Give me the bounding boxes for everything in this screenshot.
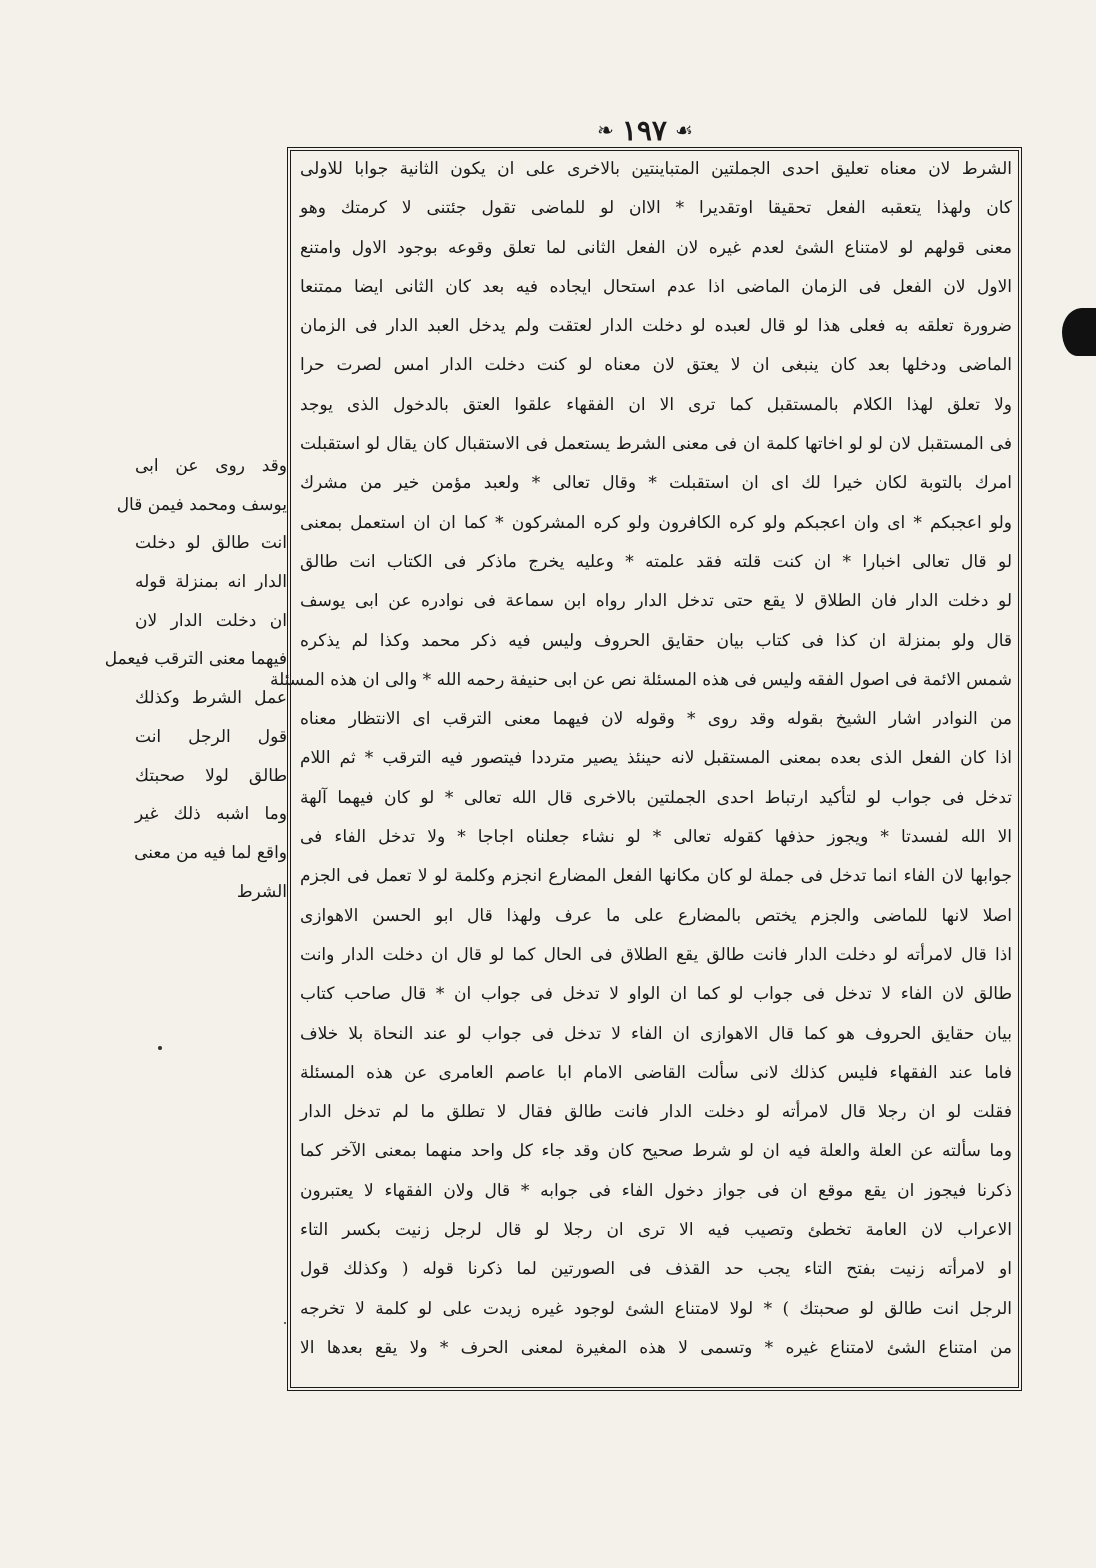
text-line: وما سألته عن العلة والعلة فيه ان لو شرط صحيح كان وقد جاء كل واحد منهما بمعنى الآخر كما	[300, 1141, 1012, 1162]
margin-note-line: قول الرجل انت	[135, 726, 287, 747]
margin-note-line: يوسف ومحمد فيمن قال	[116, 494, 287, 515]
text-line: ولا تعلق لهذا الكلام بالمستقبل كما ترى الا ان الفقهاء علقوا العتق بالدخول الذى يوجد	[300, 394, 1012, 415]
text-line: تدخل فى جواب لو لتأكيد ارتباط احدى الجملتين بالاخرى قال الله تعالى * لو كان فيهما آلهة	[300, 787, 1012, 808]
text-line: الشرط لان معناه تعليق احدى الجملتين المتباينتين بالاخرى على ان يكون الثانية جوابا للاولى	[300, 159, 1012, 179]
text-line: الرجل انت طالق لو صحبتك ) * لولا لامتناع الشئ لوجود غيره زيدت على لو كلمة لا تخرجه	[300, 1298, 1012, 1319]
text-line: ضرورة تعلقه به فعلى هذا لو قال لعبده لو دخلت الدار لعتقت ولم يدخل العبد الدار فى الزمان	[300, 316, 1012, 337]
page-header	[560, 110, 730, 150]
margin-note-line: الدار انه بمنزلة قوله	[135, 572, 287, 593]
text-line: الماضى ودخلها بعد كان ينبغى ان لا يعتق لان معناه لو كنت دخلت الدار امس لصرت حرا	[300, 355, 1012, 376]
margin-note-line: انت طالق لو دخلت	[135, 533, 287, 554]
text-line: كان ولهذا يتعقبه الفعل تحقيقا اوتقديرا * الاان لو للماضى تقول جئتنى لا كرمتك وهو	[300, 198, 1012, 219]
margin-note-line: الشرط	[236, 881, 287, 902]
text-line: اذا قال لامرأته لو دخلت الدار فانت طالق يقع الطلاق فى الحال كما لو قال ان دخلت الدار وانت	[300, 944, 1012, 965]
text-line: فى المستقبل لان لو لو اخاتها كلمة ان فى معنى الشرط يستعمل فى الاستقبال كان يقال لو استقبلت	[300, 434, 1012, 455]
ornament-right-icon: ☙	[674, 118, 693, 142]
text-line: ذكرنا فيجوز ان يقع موقع ان فى جواز دخول الفاء فى جوابه * قال ولان الفقهاء لا يعتبرون	[300, 1180, 1012, 1201]
text-line: شمس الائمة فى اصول الفقه وليس فى هذه المسئلة نص عن ابى حنيفة رحمه الله * والى ان هذه المسئلة	[270, 669, 1012, 690]
text-line: بيان حقايق الحروف هو كما قال الاهوازى ان الفاء لا تدخل فى جواب لو عند النحاة بلا خلاف	[300, 1023, 1012, 1044]
text-line: قال ولو بمنزلة ان كذا فى كتاب بيان حقايق الحروف وليس فيه ذكر محمد وكذا لم يذكره	[300, 630, 1012, 651]
margin-note	[104, 447, 287, 911]
margin-note-line: عمل الشرط وكذلك	[135, 688, 287, 709]
text-line: فاما عند الفقهاء فليس كذلك لانى سألت القاضى الامام ابا عاصم العامرى عن هذه المسئلة	[300, 1062, 1012, 1083]
text-line: ولو اعجبكم * اى وان اعجبكم ولو كره الكافرون ولو كره المشركون * كما ان ان استعمل بمعنى	[300, 512, 1012, 533]
text-line: امرك بالتوبة لكان خيرا لك اى ان استقبلت * وقال تعالى * ولعبد مؤمن خير من مشرك	[300, 473, 1012, 494]
page-number: ١٩٧	[621, 113, 667, 147]
text-line: طالق لان الفاء لا تدخل فى جواب لو كما ان الواو لا تدخل فى جواب ان * قال صاحب كتاب	[300, 984, 1012, 1005]
margin-note-line: طالق لولا صحبتك	[135, 765, 287, 786]
text-line: اذا كان الفعل الذى بعده بمعنى المستقبل لانه حينئذ يصير مترددا فيتصور فيه الترقب * ثم اللام	[300, 748, 1012, 769]
margin-note-line: ان دخلت الدار لان	[135, 610, 287, 631]
page-edge-tab	[1062, 308, 1096, 356]
text-line: الاول لان الفعل فى الزمان الماضى اذا عدم استحال ايجاده فيه بعد كان الثانى ايضا ممتنعا	[300, 276, 1012, 297]
margin-note-line: واقع لما فيه من معنى	[134, 842, 287, 863]
text-line: الا الله لفسدتا * ويجوز حذفها كقوله تعالى * لو نشاء جعلناه اجاجا * ولا تدخل الفاء فى	[300, 827, 1012, 848]
main-text-block	[270, 150, 1012, 1368]
text-line: جوابها لان الفاء انما تدخل فى جملة لو كان مكانها الفعل المضارع انجزم وكلمة لو لا تعمل فى الجزم	[300, 866, 1012, 887]
text-line: معنى قولهم لو لامتناع الشئ لعدم غيره لان الفعل الثانى لما تعلق وقوعه بوجود الاول وامتنع	[300, 237, 1012, 258]
text-line: اصلا لانها للماضى والجزم يختص بالمضارع على ما عرف ولهذا قال ابو الحسن الاهوازى	[300, 905, 1012, 926]
text-line: من النوادر اشار الشيخ بقوله وقد روى * وقوله لان فيهما معنى الترقب اى الانتظار معناه	[300, 709, 1012, 730]
margin-note-line: وقد روى عن ابى	[135, 456, 287, 476]
ornament-left-icon: ❧	[597, 118, 614, 142]
text-line: او لامرأته زنيت بفتح التاء يجب حد القذف فى الصورتين لما ذكرنا قوله ( وكذلك قول	[300, 1259, 1012, 1280]
text-line: الاعراب لان العامة تخطئ وتصيب فيه الا ترى ان رجلا لو قال لرجل زنيت بكسر التاء	[300, 1220, 1012, 1241]
text-line: لو دخلت الدار فان الطلاق لا يقع حتى تدخل الدار رواه ابن سماعة فى نوادره عن ابى يوسف	[300, 591, 1012, 612]
text-line: لو قال تعالى اخبارا * ان كنت قلته فقد علمته * وعليه يخرج ماذكر فى الكتاب انت طالق	[300, 551, 1012, 572]
text-line: من امتناع الشئ لامتناع غيره * وتسمى لا هذه المغيرة لمعنى الحرف * ولا يقع بعدها الا	[300, 1337, 1012, 1358]
margin-note-line: وما اشبه ذلك غير	[135, 804, 287, 825]
text-line: فقلت لو ان رجلا قال لامرأته لو دخلت الدار فانت طالق فقال لا تطلق ما لم تدخل الدار	[300, 1102, 1012, 1123]
margin-note-line: فيهما معنى الترقب فيعمل	[104, 649, 287, 670]
ink-speck	[158, 1046, 162, 1050]
ink-speck	[284, 1322, 286, 1324]
